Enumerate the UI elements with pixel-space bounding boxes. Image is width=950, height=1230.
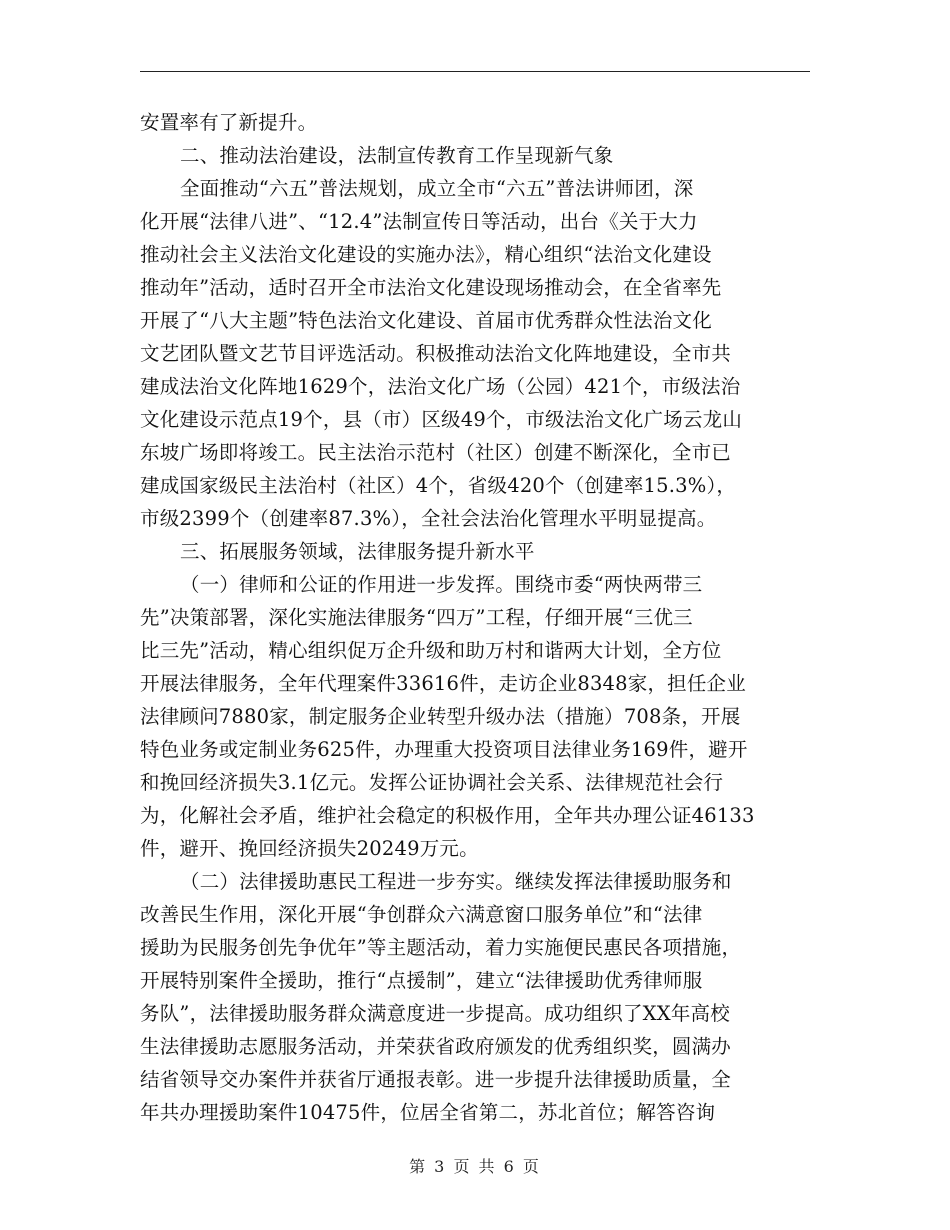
text-line: 建成国家级民主法治村（社区）4个，省级420个（创建率15.3%）， bbox=[140, 474, 737, 497]
subsection-heading-2: （二）法律援助惠民工程进一步夯实。继续发挥法律援助服务和 bbox=[180, 870, 732, 893]
text-line: 安置率有了新提升。 bbox=[140, 111, 318, 134]
text-line: 生法律援助志愿服务活动，并荣获省政府颁发的优秀组织奖，圆满办 bbox=[140, 1035, 732, 1058]
subsection-heading-1: （一）律师和公证的作用进一步发挥。围绕市委“两快两带三 bbox=[180, 573, 703, 596]
text-line: 开展了“八大主题”特色法治文化建设、首届市优秀群众性法治文化 bbox=[140, 309, 712, 332]
text-line: 推动社会主义法治文化建设的实施办法》，精心组织“法治文化建设 bbox=[140, 243, 712, 266]
text-line: 改善民生作用，深化开展“争创群众六满意窗口服务单位”和“法律 bbox=[140, 903, 703, 926]
header-rule bbox=[140, 71, 810, 72]
text-line: 年共办理援助案件10475件，位居全省第二，苏北首位；解答咨询 bbox=[140, 1101, 716, 1124]
text-line: 比三先”活动，精心组织促万企升级和助万村和谐两大计划，全方位 bbox=[140, 639, 722, 662]
text-line: 建成法治文化阵地1629个，法治文化广场（公园）421个，市级法治 bbox=[140, 375, 741, 398]
text-line: 开展特别案件全援助，推行“点援制”，建立“法律援助优秀律师服 bbox=[140, 969, 703, 992]
text-line: 先”决策部署，深化实施法律服务“四万”工程，仔细开展“三优三 bbox=[140, 606, 693, 629]
text-line: 结省领导交办案件并获省厅通报表彰。进一步提升法律援助质量，全 bbox=[140, 1068, 732, 1091]
page-number: 第 3 页 共 6 页 bbox=[409, 1157, 541, 1176]
document-body bbox=[140, 106, 810, 1129]
text-line: 全面推动“六五”普法规划，成立全市“六五”普法讲师团，深 bbox=[180, 177, 694, 200]
text-line: 为，化解社会矛盾，维护社会稳定的积极作用，全年共办理公证46133 bbox=[140, 804, 755, 827]
text-line: 和挽回经济损失3.1亿元。发挥公证协调社会关系、法律规范社会行 bbox=[140, 771, 724, 794]
text-line: 件，避开、挽回经济损失20249万元。 bbox=[140, 837, 479, 860]
text-line: 推动年”活动，适时召开全市法治文化建设现场推动会，在全省率先 bbox=[140, 276, 722, 299]
text-line: 法律顾问7880家，制定服务企业转型升级办法（措施）708条，开展 bbox=[140, 705, 741, 728]
text-line: 化开展“法律八进”、“12.4”法制宣传日等活动，出台《关于大力 bbox=[140, 210, 698, 233]
text-line: 务队”，法律援助服务群众满意度进一步提高。成功组织了XX年高校 bbox=[140, 1002, 730, 1025]
text-line: 东坡广场即将竣工。民主法治示范村（社区）创建不断深化，全市已 bbox=[140, 441, 732, 464]
text-line: 开展法律服务，全年代理案件33616件，走访企业8348家，担任企业 bbox=[140, 672, 746, 695]
text-line: 市级2399个（创建率87.3%），全社会法治化管理水平明显提高。 bbox=[140, 507, 717, 530]
text-line: 文艺团队暨文艺节目评选活动。积极推动法治文化阵地建设，全市共 bbox=[140, 342, 732, 365]
text-line: 特色业务或定制业务625件，办理重大投资项目法律业务169件，避开 bbox=[140, 738, 748, 761]
section-heading-2: 二、推动法治建设，法制宣传教育工作呈现新气象 bbox=[180, 144, 614, 167]
text-line: 文化建设示范点19个，县（市）区级49个，市级法治文化广场云龙山 bbox=[140, 408, 743, 431]
text-line: 援助为民服务创先争优年”等主题活动，着力实施便民惠民各项措施， bbox=[140, 936, 742, 959]
section-heading-3: 三、拓展服务领域，法律服务提升新水平 bbox=[180, 540, 535, 563]
